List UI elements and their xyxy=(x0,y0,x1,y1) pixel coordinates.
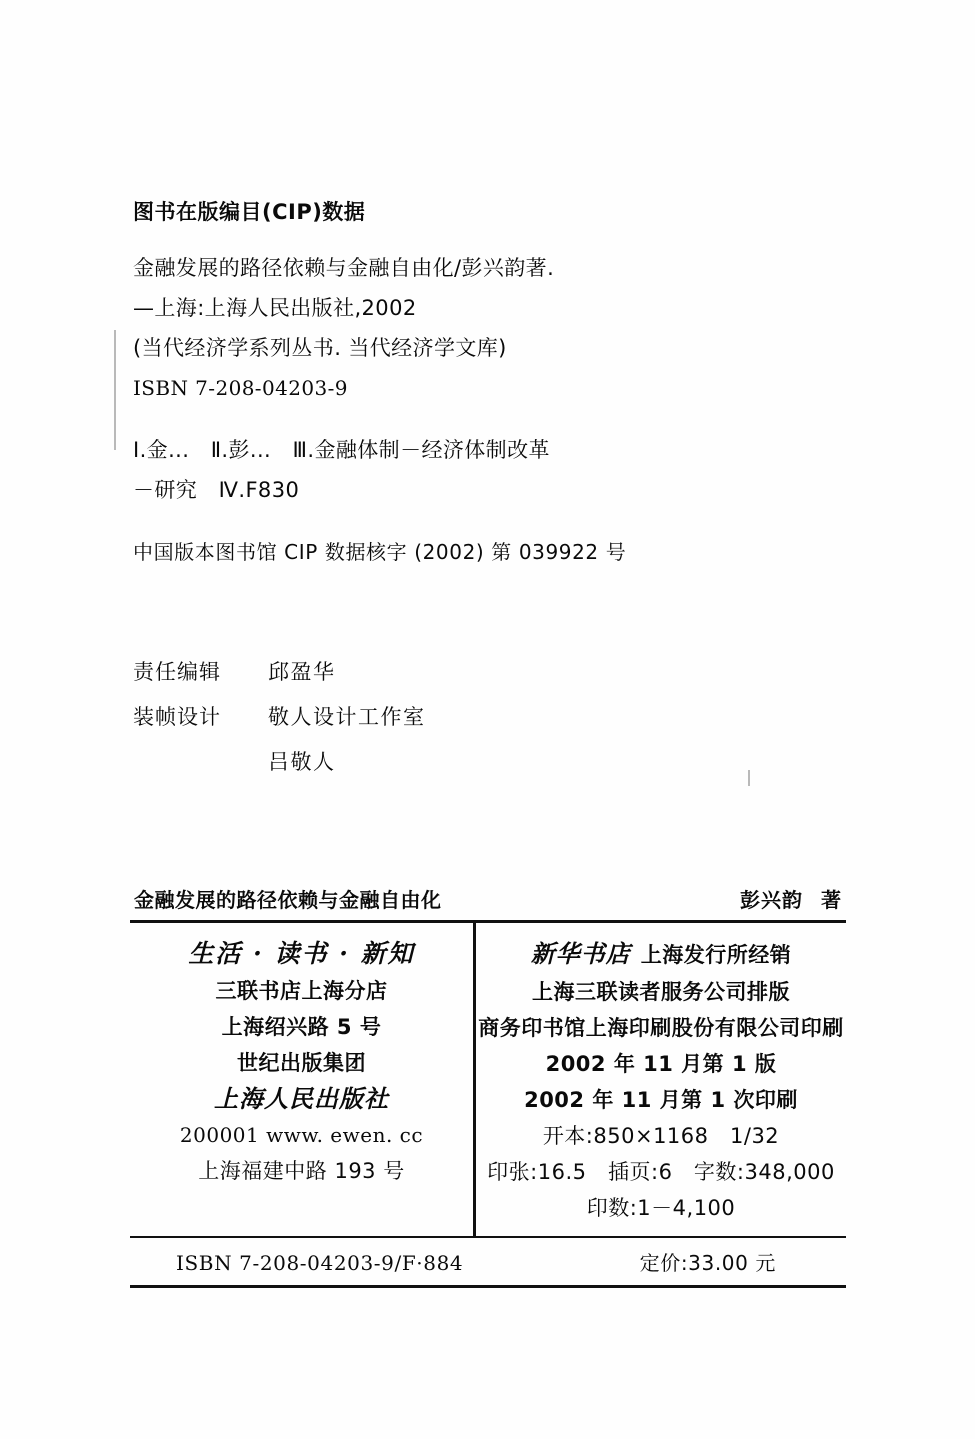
colophon-author-suffix: 著 xyxy=(821,888,842,912)
colophon-address: 上海福建中路 193 号 xyxy=(198,1159,405,1183)
colophon-block xyxy=(130,884,846,1288)
colophon-body xyxy=(130,923,846,1236)
credits-block xyxy=(133,650,733,785)
colophon-footer xyxy=(130,1238,846,1285)
colophon-format-line: 开本:850×1168 1/32 xyxy=(542,1124,780,1148)
cip-classification-line-1: Ⅰ.金... Ⅱ.彭... Ⅲ.金融体制－经济体制改革 xyxy=(133,438,550,462)
colophon-left-line-2: 上海绍兴路 5 号 xyxy=(221,1015,382,1039)
design-label: 装帧设计 xyxy=(133,705,221,729)
colophon-book-title: 金融发展的路径依赖与金融自由化 xyxy=(134,888,442,912)
sanlian-brush-logo: 生活 · 读书 · 新知 xyxy=(188,939,415,968)
colophon-postcode-website: 200001 www. ewen. cc xyxy=(179,1123,424,1147)
spacer xyxy=(133,408,833,430)
colophon-left-line-3: 世纪出版集团 xyxy=(237,1051,366,1075)
colophon-header xyxy=(130,884,846,920)
editor-value: 邱盈华 xyxy=(268,660,336,684)
colophon-left-line-1: 三联书店上海分店 xyxy=(215,979,388,1003)
cip-classification-line-2: －研究 Ⅳ.F830 xyxy=(133,478,300,502)
cip-line-publisher: —上海:上海人民出版社,2002 xyxy=(133,296,417,320)
colophon-printing-line: 2002 年 11 月第 1 次印刷 xyxy=(524,1088,798,1112)
publisher-brush-logo: 上海人民出版社 xyxy=(214,1084,389,1113)
distributor-text: 上海发行所经销 xyxy=(640,943,792,967)
cip-line-title: 金融发展的路径依赖与金融自由化/彭兴韵著. xyxy=(133,256,555,280)
colophon-rule-bottom xyxy=(130,1285,846,1288)
colophon-print-run-line: 印数:1－4,100 xyxy=(586,1196,736,1220)
designer-name: 吕敬人 xyxy=(268,750,336,774)
colophon-right-line-2: 商务印书馆上海印刷股份有限公司印刷 xyxy=(478,1016,844,1040)
credits-row-editor xyxy=(133,650,733,695)
credits-row-design xyxy=(133,695,733,740)
colophon-left-column xyxy=(130,923,473,1236)
colophon-sheets-line: 印张:16.5 插页:6 字数:348,000 xyxy=(487,1160,835,1184)
cip-isbn: ISBN 7-208-04203-9 xyxy=(133,376,348,400)
spacer xyxy=(133,510,833,532)
colophon-distributor-row xyxy=(476,935,846,974)
colophon-right-line-1: 上海三联读者服务公司排版 xyxy=(532,980,790,1004)
cip-line-series: (当代经济学系列丛书. 当代经济学文库) xyxy=(133,336,507,360)
colophon-edition-line: 2002 年 11 月第 1 版 xyxy=(545,1052,777,1076)
credits-row-designer xyxy=(133,740,733,785)
colophon-price: 定价:33.00 元 xyxy=(639,1251,776,1275)
colophon-isbn: ISBN 7-208-04203-9/F·884 xyxy=(176,1251,464,1275)
colophon-author xyxy=(740,884,842,913)
colophon-right-column xyxy=(476,923,846,1236)
editor-label: 责任编辑 xyxy=(133,660,221,684)
scan-artifact xyxy=(114,330,116,450)
design-value: 敬人设计工作室 xyxy=(268,705,426,729)
cip-block xyxy=(133,196,833,572)
xinhua-brush-stamp: 新华书店 xyxy=(530,939,631,968)
cip-record-number: 中国版本图书馆 CIP 数据核字 (2002) 第 039922 号 xyxy=(133,540,627,564)
colophon-author-name: 彭兴韵 xyxy=(740,888,803,912)
scan-artifact xyxy=(748,770,750,786)
cip-heading: 图书在版编目(CIP)数据 xyxy=(133,200,366,224)
